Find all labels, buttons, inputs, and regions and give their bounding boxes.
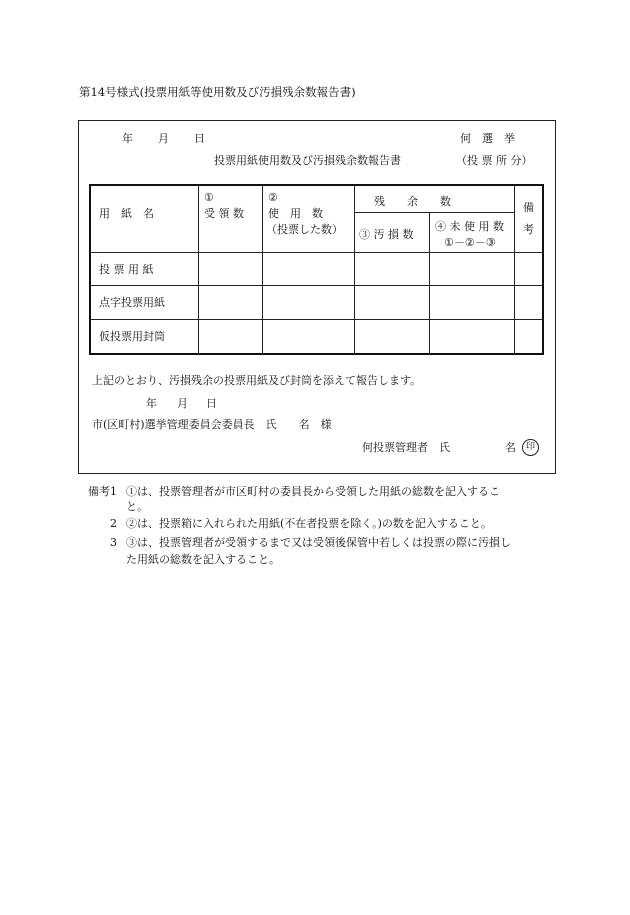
polling-place-label: （投 票 所 分）	[456, 154, 533, 167]
header-year-label: 年	[122, 132, 133, 145]
header-month-label: 月	[158, 132, 169, 145]
row-label-ballot-paper: 投 票 用 紙	[99, 263, 154, 276]
body-day-label: 日	[206, 397, 217, 410]
col-header-used: 使 用 数	[268, 207, 323, 220]
col-header-name: 用 紙 名	[99, 207, 154, 220]
row-label-braille-ballot: 点字投票用紙	[99, 296, 165, 309]
col-header-used-sub: （投票した数）	[266, 223, 343, 236]
col-header-used-number: ②	[268, 191, 278, 204]
body-month-label: 月	[177, 397, 188, 410]
header-day-label: 日	[194, 132, 205, 145]
reporter-name-label: 名	[505, 441, 516, 454]
col-header-remarks-2: 考	[523, 223, 534, 236]
note-2-number: 2	[110, 517, 117, 530]
note-1-line-2: と。	[126, 500, 148, 513]
col-header-received: 受 領 数	[204, 207, 244, 220]
election-label: 何 選 挙	[460, 132, 515, 145]
addressee-line: 市(区町村)選挙管理委員会委員長 氏 名 様	[92, 418, 332, 431]
note-3-number: 3	[110, 536, 117, 549]
col-header-unused-formula: ①－②－③	[444, 236, 496, 249]
note-1-line-1: ①は、投票管理者が市区町村の委員長から受領した用紙の総数を記入するこ	[126, 485, 500, 498]
col-header-remaining: 残 余 数	[374, 195, 451, 208]
seal-mark: 印	[522, 439, 539, 456]
statement-text: 上記のとおり、汚損残余の投票用紙及び封筒を添えて報告します。	[92, 374, 422, 387]
col-header-damaged: ③ 汚 損 数	[359, 228, 414, 241]
notes-label: 備考1	[88, 485, 117, 498]
col-header-remarks-1: 備	[523, 201, 534, 214]
col-header-unused: ④ 未 使 用 数	[435, 220, 504, 233]
form-title: 第14号様式(投票用紙等使用数及び汚損残余数報告書)	[79, 85, 356, 99]
col-header-received-number: ①	[204, 191, 214, 204]
note-2-text: ②は、投票箱に入れられた用紙(不在者投票を除く。)の数を記入すること。	[126, 517, 492, 530]
body-year-label: 年	[146, 397, 157, 410]
note-3-line-2: た用紙の総数を記入すること。	[126, 553, 280, 566]
row-label-provisional-envelope: 仮投票用封筒	[99, 330, 165, 343]
usage-table	[89, 184, 544, 355]
report-title: 投票用紙使用数及び汚損残余数報告書	[214, 154, 401, 167]
note-3-line-1: ③は、投票管理者が受領するまで又は受領後保管中若しくは投票の際に汚損し	[126, 536, 511, 549]
reporter-line: 何投票管理者 氏	[362, 441, 450, 454]
